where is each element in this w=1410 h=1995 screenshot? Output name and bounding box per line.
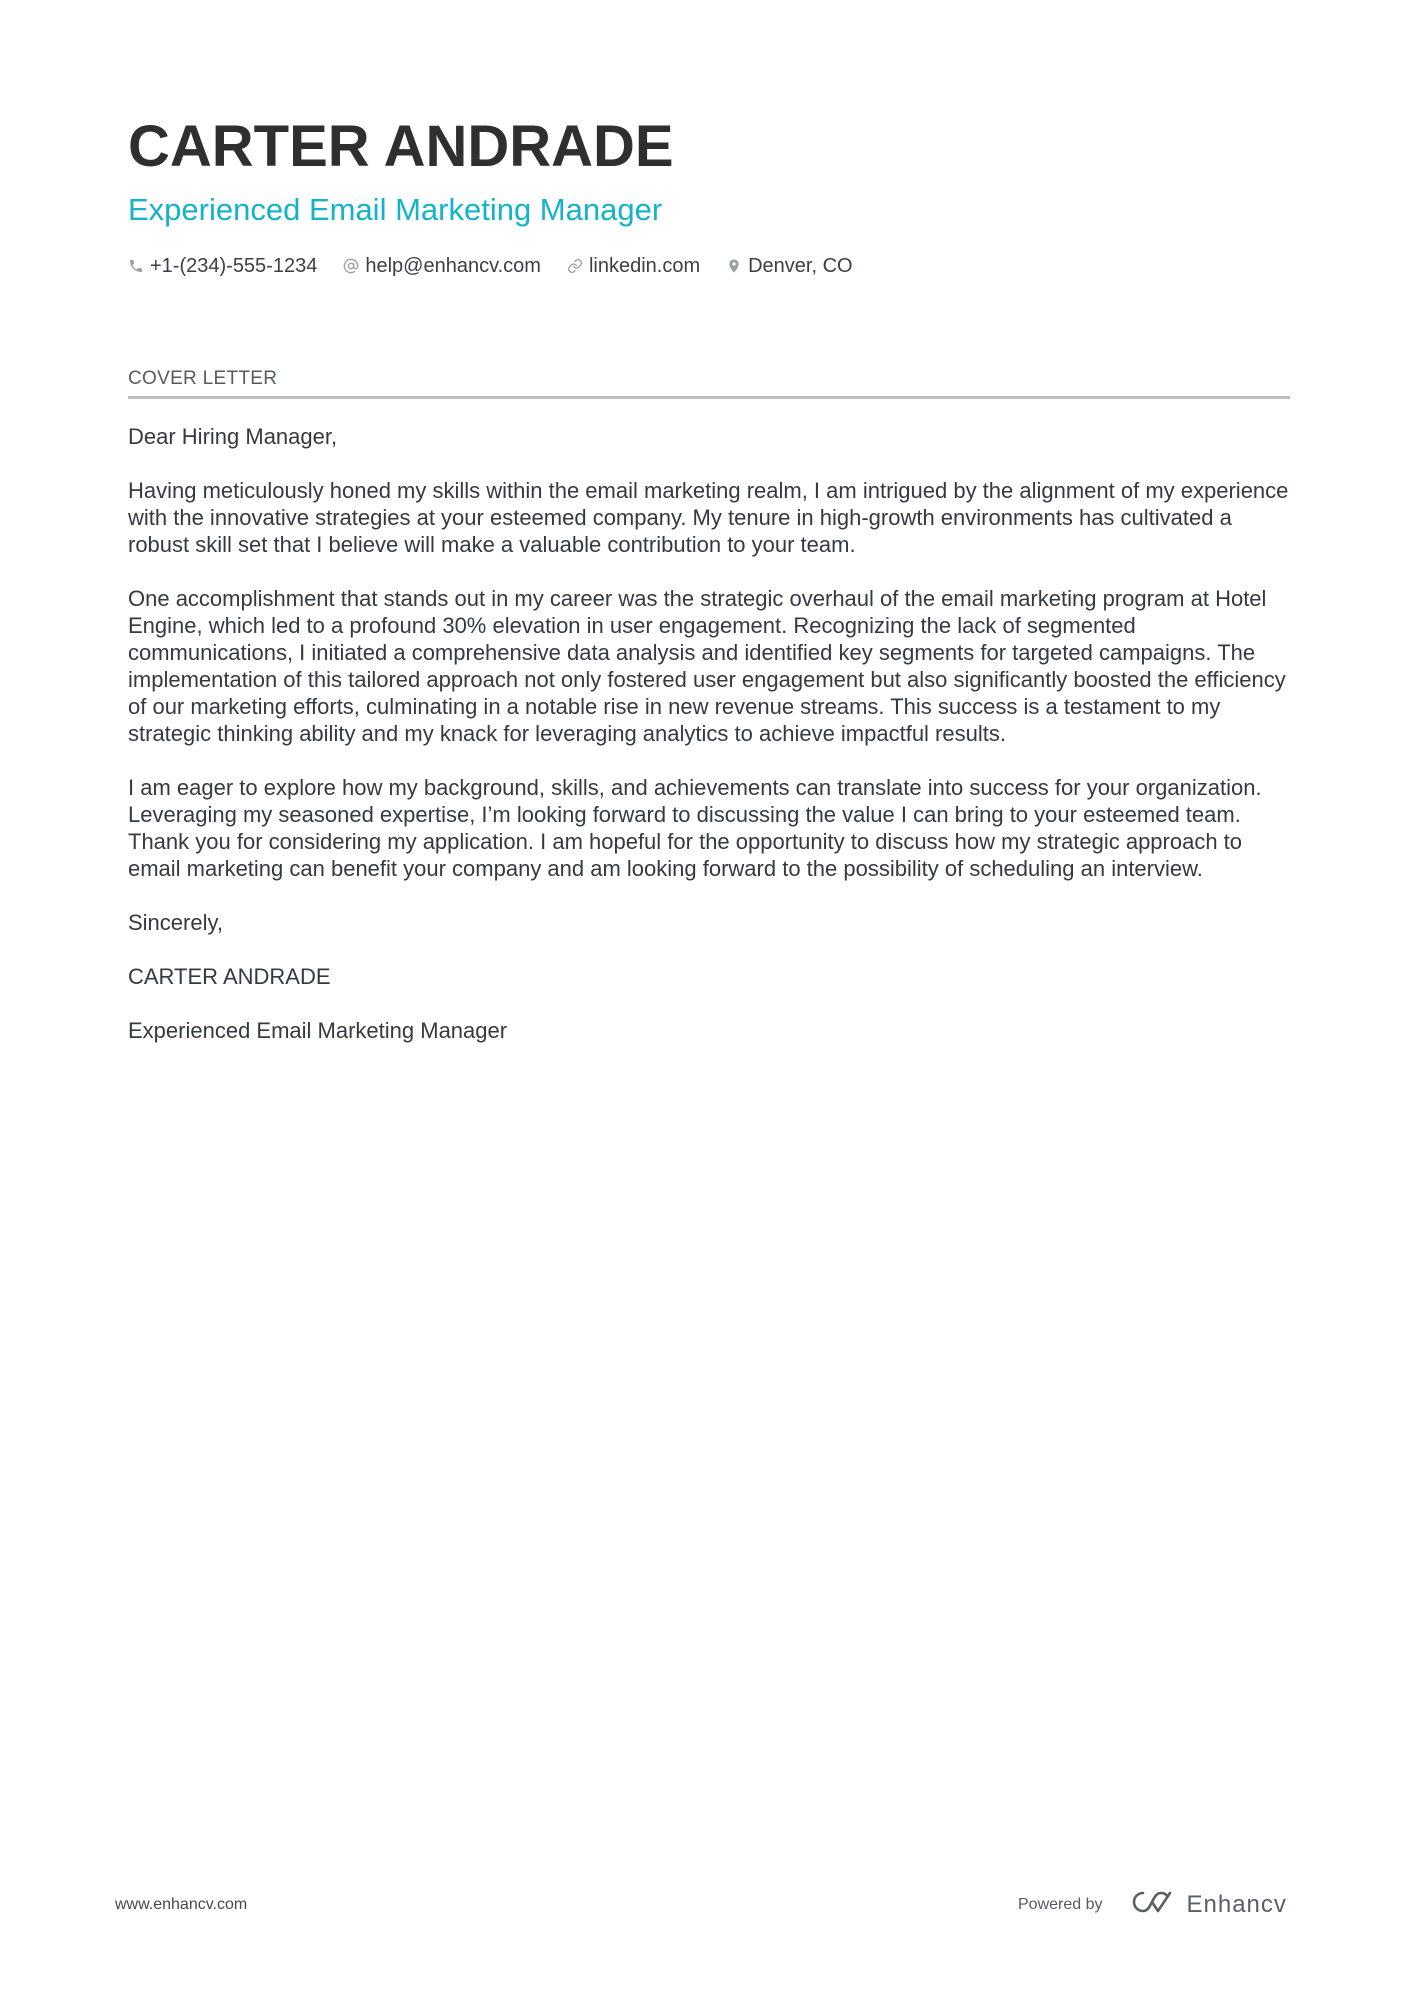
section-divider bbox=[128, 396, 1290, 399]
candidate-title: Experienced Email Marketing Manager bbox=[128, 192, 663, 227]
letter-paragraph: One accomplishment that stands out in my career was the strategic overhaul of the email marketing program at Hotel Engine, which led to a profound 30% elevation in user engagement. Recognizing the lack of segmented communications, I initiated a comprehensive data analysis and identified key segments for targeted campaigns. The implementation of this tailored approach not only fostered user engagement but also significantly boosted the efficiency of our marketing efforts, culminating in a notable rise in new revenue streams. This success is a testament to my strategic thinking ability and my knack for leveraging analytics to achieve impactful results. bbox=[128, 586, 1286, 746]
resume-page bbox=[128, 112, 1290, 1071]
section-heading: COVER LETTER bbox=[128, 368, 278, 389]
contact-linkedin[interactable] bbox=[567, 252, 700, 280]
contact-location bbox=[726, 252, 852, 280]
letter-greeting: Dear Hiring Manager, bbox=[128, 424, 338, 449]
letter-closing: Sincerely, bbox=[128, 910, 223, 935]
enhancv-logo[interactable] bbox=[1129, 1889, 1287, 1920]
link-icon bbox=[567, 258, 583, 274]
contact-phone[interactable] bbox=[128, 252, 317, 280]
powered-by-label: Powered by bbox=[1018, 1895, 1103, 1913]
contact-linkedin-text: linkedin.com bbox=[588, 255, 701, 277]
phone-icon bbox=[128, 258, 144, 274]
signature-name: CARTER ANDRADE bbox=[128, 964, 331, 989]
candidate-name: CARTER ANDRADE bbox=[128, 114, 674, 179]
contact-phone-text: +1-(234)-555-1234 bbox=[150, 255, 318, 277]
enhancv-wordmark: Enhancv bbox=[1186, 1890, 1287, 1918]
letter-paragraph: I am eager to explore how my background, skills, and achievements can translate into success for your organization. Leveraging my seasoned expertise, I’m looking forward to discussing the value I can bring to your esteemed team. Thank you for considering my application. I am hopeful for the opportunity to discuss how my strategic approach to email marketing can benefit your company and am looking forward to the possibility of scheduling an interview. bbox=[128, 775, 1262, 881]
contact-location-text: Denver, CO bbox=[748, 255, 853, 277]
contact-bar bbox=[128, 252, 1290, 280]
letter-body bbox=[128, 423, 1290, 1044]
letter-paragraph: Having meticulously honed my skills within the email marketing realm, I am intrigued by the alignment of my experience with the innovative strategies at your esteemed company. My tenure in high-growth environments has cultivated a robust skill set that I believe will make a valuable contribution to your team. bbox=[128, 478, 1289, 557]
contact-email[interactable] bbox=[343, 252, 541, 280]
footer-website[interactable]: www.enhancv.com bbox=[115, 1896, 248, 1913]
signature-title: Experienced Email Marketing Manager bbox=[128, 1018, 508, 1043]
location-pin-icon bbox=[726, 258, 742, 274]
at-icon bbox=[343, 258, 359, 274]
enhancv-logo-icon bbox=[1129, 1889, 1175, 1920]
footer-branding bbox=[1018, 1889, 1287, 1920]
contact-email-text: help@enhancv.com bbox=[365, 255, 541, 277]
